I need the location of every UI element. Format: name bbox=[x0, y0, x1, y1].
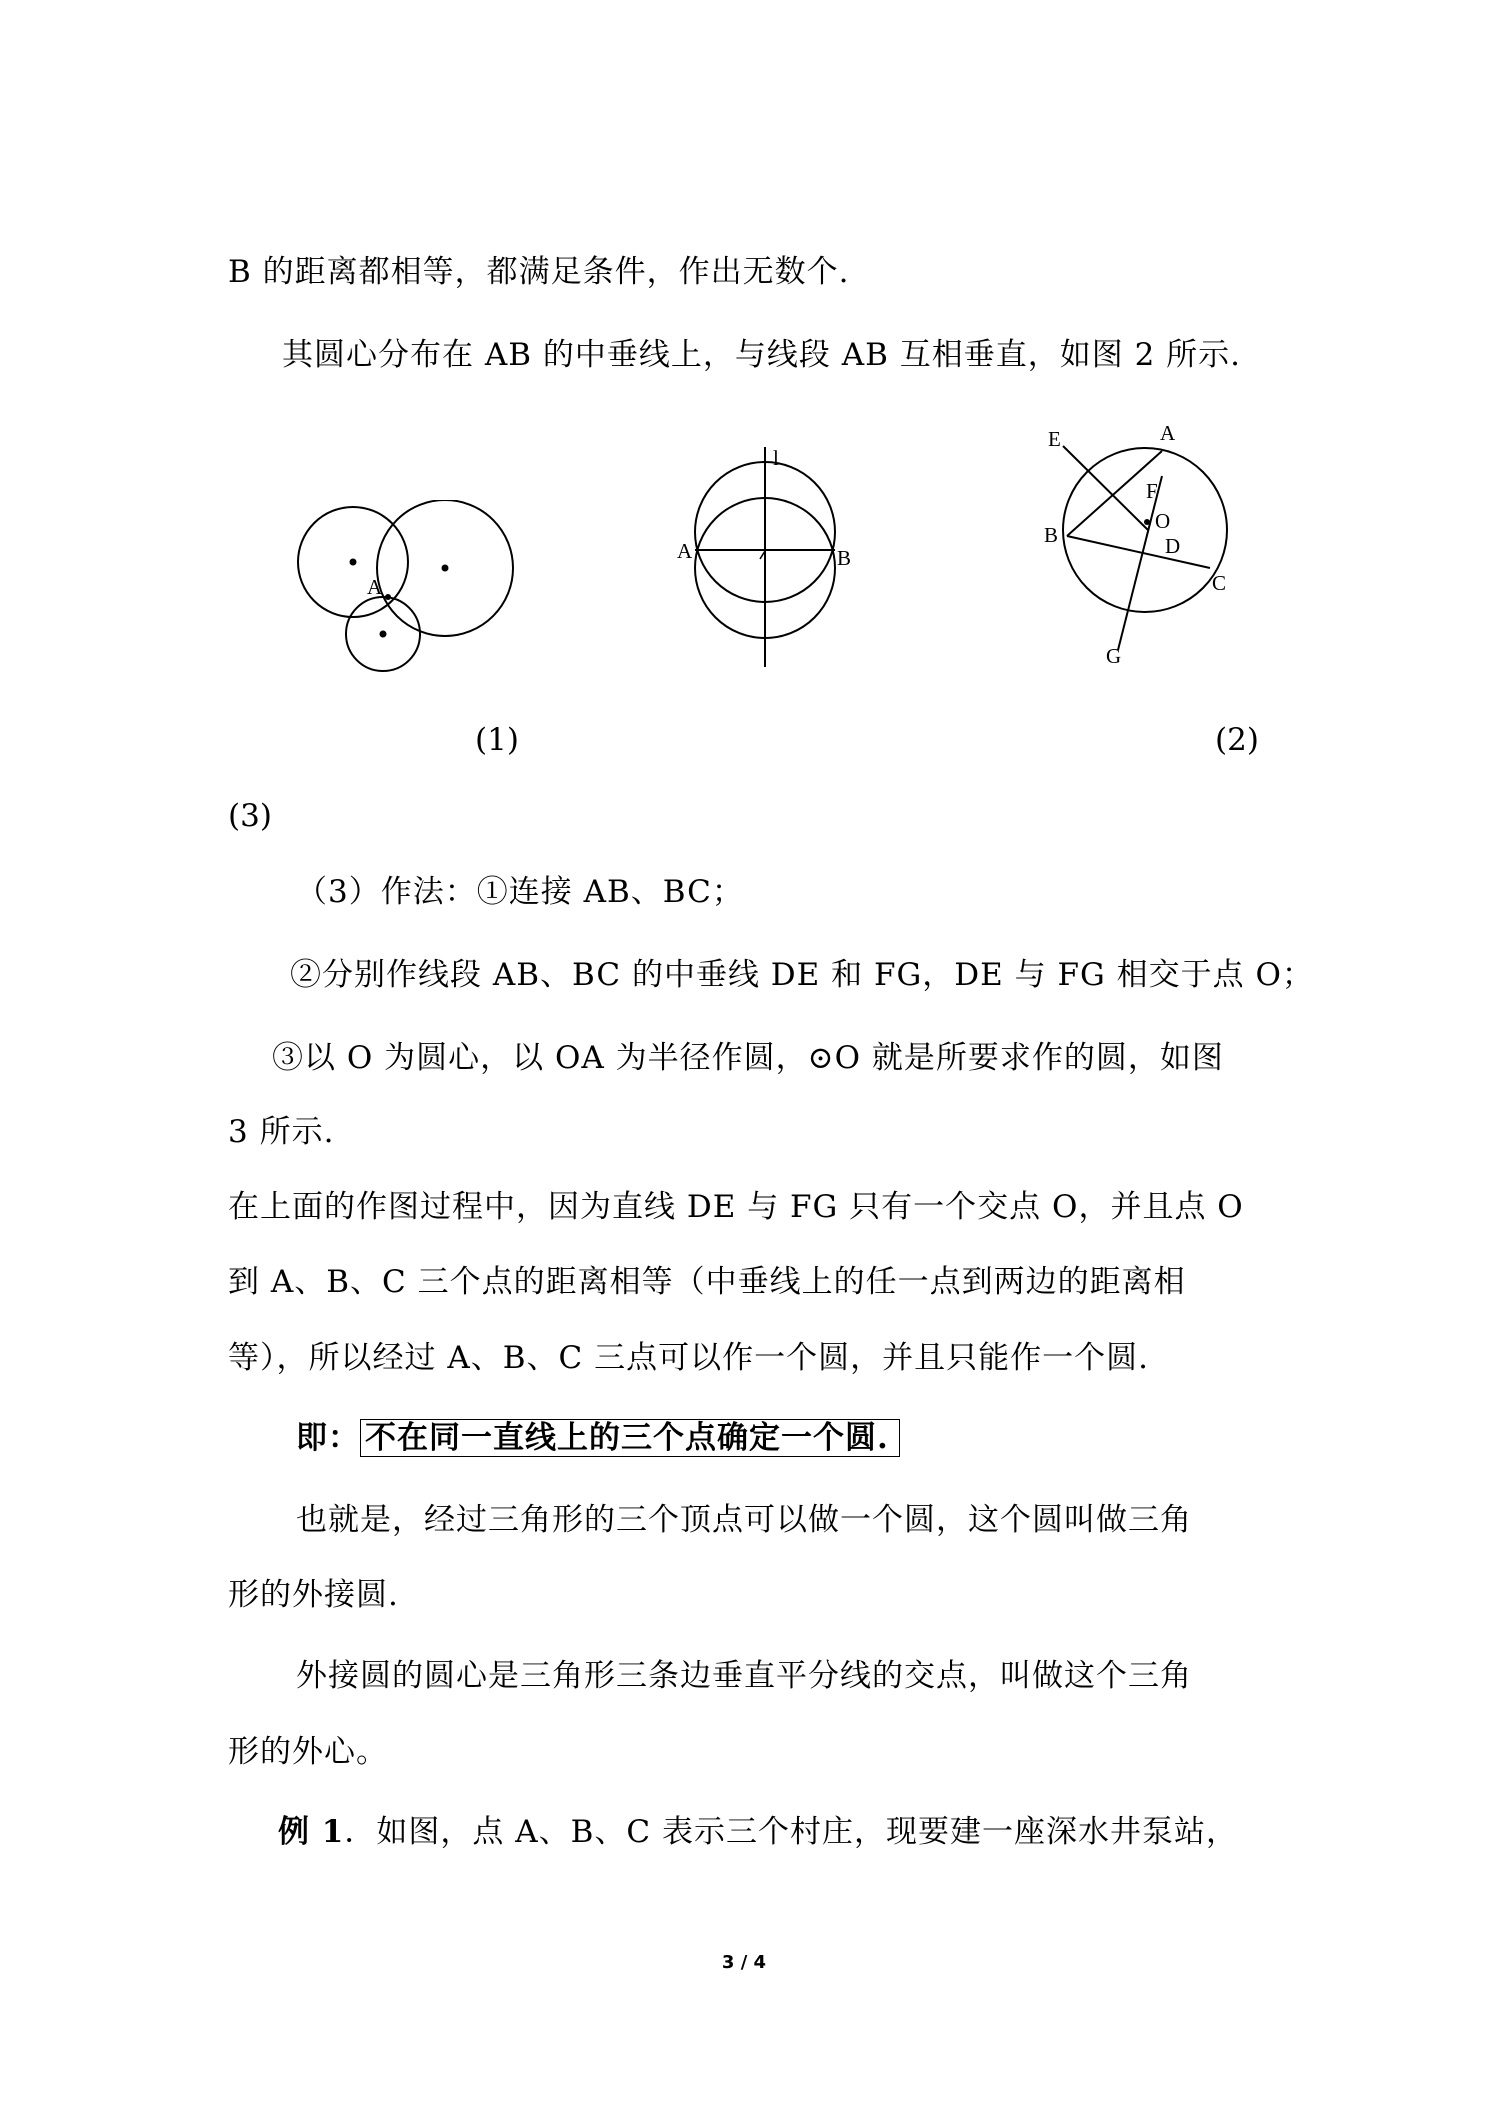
label-b: B bbox=[837, 546, 852, 570]
label-d: D bbox=[1165, 534, 1181, 558]
circumcircle bbox=[1063, 448, 1227, 612]
paragraph-line-1: B 的距离都相等，都满足条件，作出无数个. bbox=[228, 254, 850, 290]
paragraph-line-3: （3）作法：①连接 AB、BC； bbox=[296, 874, 744, 910]
example-label: 例 1 bbox=[278, 1814, 345, 1850]
label-a: A bbox=[1160, 421, 1176, 445]
label-a: A bbox=[367, 575, 383, 599]
caption-3: (3) bbox=[228, 798, 272, 834]
point-o bbox=[1144, 519, 1150, 525]
paragraph-line-11: 也就是，经过三角形的三个顶点可以做一个圆，这个圆叫做三角 bbox=[296, 1502, 1192, 1538]
paragraph-line-6: 3 所示. bbox=[228, 1114, 335, 1150]
paragraph-line-2: 其圆心分布在 AB 的中垂线上，与线段 AB 互相垂直，如图 2 所示. bbox=[282, 337, 1242, 373]
paragraph-line-9: 等），所以经过 A、B、C 三点可以作一个圆，并且只能作一个圆. bbox=[228, 1340, 1149, 1376]
example-1-line bbox=[278, 1810, 1238, 1854]
paragraph-line-14: 形的外心。 bbox=[228, 1734, 388, 1770]
page-number: 3 / 4 bbox=[721, 1952, 767, 1973]
label-o: O bbox=[1155, 509, 1171, 533]
figure-3 bbox=[1040, 418, 1260, 672]
paragraph-line-4: ②分别作线段 AB、BC 的中垂线 DE 和 FG，DE 与 FG 相交于点 O； bbox=[290, 957, 1314, 993]
example-text: ．如图，点 A、B、C 表示三个村庄，现要建一座深水井泵站， bbox=[344, 1814, 1238, 1850]
segment-bc bbox=[1067, 536, 1210, 568]
paragraph-line-5: ③以 O 为圆心，以 OA 为半径作圆，⊙O 就是所要求作的圆，如图 bbox=[272, 1040, 1224, 1076]
paragraph-line-13: 外接圆的圆心是三角形三条边垂直平分线的交点，叫做这个三角 bbox=[296, 1658, 1192, 1694]
center-dot-2 bbox=[442, 565, 449, 572]
caption-2: (2) bbox=[1215, 722, 1259, 758]
label-a: A bbox=[677, 539, 693, 563]
point-a bbox=[385, 594, 391, 600]
label-f: F bbox=[1146, 479, 1158, 503]
label-b: B bbox=[1044, 523, 1059, 547]
label-e: E bbox=[1048, 427, 1061, 451]
figure-1 bbox=[290, 500, 530, 684]
theorem-boxed-statement: 不在同一直线上的三个点确定一个圆. bbox=[360, 1419, 900, 1457]
theorem-prefix: 即： bbox=[296, 1420, 360, 1456]
theorem-line bbox=[296, 1416, 900, 1460]
paragraph-line-8: 到 A、B、C 三个点的距离相等（中垂线上的任一点到两边的距离相 bbox=[228, 1264, 1186, 1300]
label-l: l bbox=[773, 446, 779, 470]
label-c: C bbox=[1212, 571, 1227, 595]
label-g: G bbox=[1106, 644, 1122, 668]
caption-1: (1) bbox=[475, 722, 519, 758]
figure-2 bbox=[670, 435, 870, 679]
center-dot-3 bbox=[380, 631, 387, 638]
paragraph-line-7: 在上面的作图过程中，因为直线 DE 与 FG 只有一个交点 O，并且点 O bbox=[228, 1189, 1244, 1225]
center-dot-1 bbox=[350, 559, 357, 566]
paragraph-line-12: 形的外接圆. bbox=[228, 1577, 399, 1613]
